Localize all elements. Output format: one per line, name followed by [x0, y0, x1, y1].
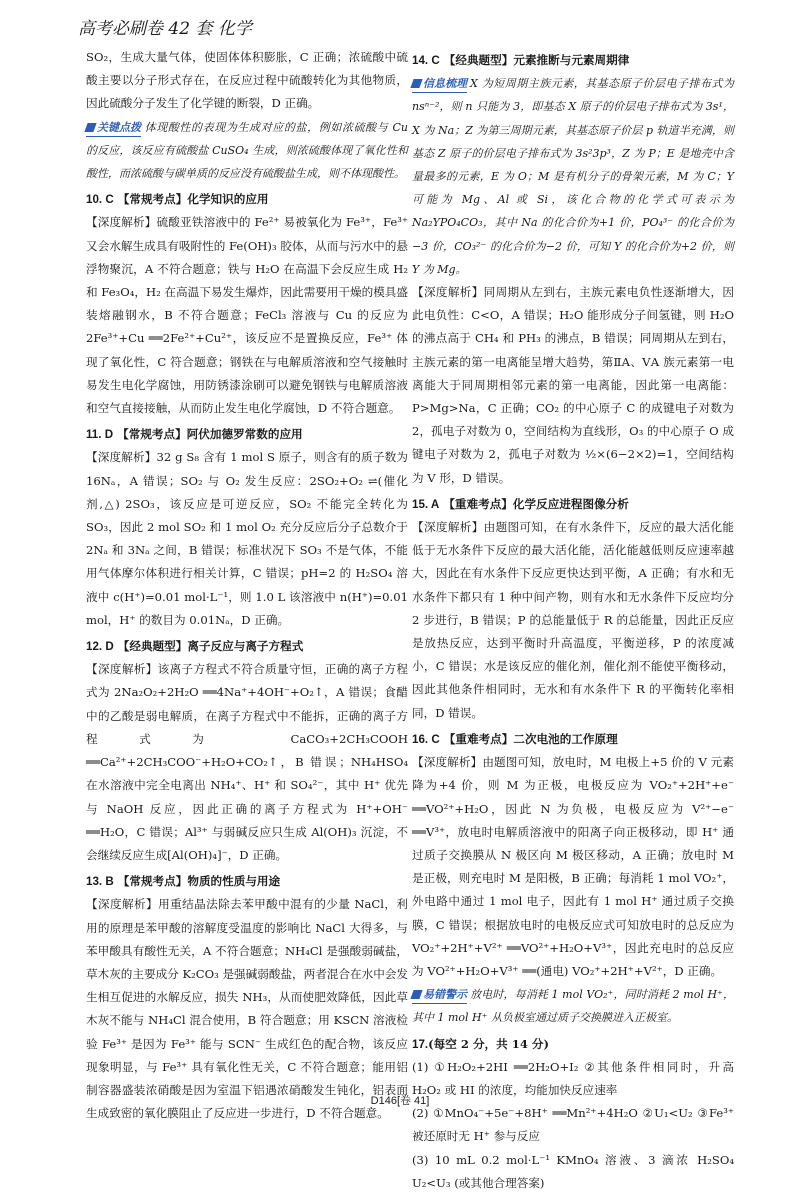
question-header: 10. C 【常规考点】化学知识的应用	[86, 192, 269, 207]
paragraph: SO₂，生成大量气体，使固体体积膨胀，C 正确；浓硫酸中硫酸主要以分子形式存在，在反应过程中硫酸转化为其他物质，因此硫酸分子发生了化学键的断裂，D 正确。	[86, 50, 408, 111]
question-header: 17.(每空 2 分，共 14 分)	[412, 1036, 550, 1051]
question-header: 12. D 【经典题型】离子反应与离子方程式	[86, 639, 304, 654]
pen-icon	[84, 123, 96, 132]
right-column	[412, 46, 734, 1195]
pen-icon	[410, 990, 422, 999]
answer-line: (3) 10 mL 0.2 mol·L⁻¹ KMnO₄ 溶液、3 滴浓 H₂SO₄ U₂<U₃ (或其他合理答案)	[412, 1152, 734, 1190]
paragraph: 【深度解析】同周期从左到右，主族元素电负性逐渐增大，因此电负性：C<O，A 错误；H₂O 能形成分子间氢键，则 H₂O 的沸点高于 CH₄ 和 PH₃ 的沸点，B 错误；同周期从左到右，主族元素的第一电离能呈增大趋势，第ⅡA、ⅤA 族元素第一电离能大于同周期相邻元素的第一电离能，因此第一电离能：P>Mg>Na，C 正确；CO₂ 的中心原子 C 的成键电子对数为 2，孤电子对数为 0，空间结构为直线形，O₃ 的中心原子 O 成键电子对数为 2，孤电子对数为 ½×(6−2×2)=1，空间结构为 V 形，D 错误。	[412, 285, 734, 485]
page-header	[60, 8, 740, 44]
question-header: 16. C 【重难考点】二次电池的工作原理	[412, 731, 618, 746]
paragraph: 【深度解析】32 g S₈ 含有 1 mol S 原子，则含有的质子数为 16Nₐ，A 错误；SO₂ 与 O₂ 发生反应：2SO₂+O₂ ⇌(催化剂,△) 2SO₃，该反应是可逆反应，SO₂ 不能完全转化为 SO₃，因此 2 mol SO₂ 和 1 mol O₂ 充分反应后分子总数介于 2Nₐ 和 3Nₐ 之间，B 错误；标准状况下 SO₃ 不是气体，不能用气体摩尔体积进行相关计算，C 错误；pH=2 的 H₂SO₄ 溶液中 c(H⁺)=0.01 mol·L⁻¹，则 1.0 L 该溶液中 n(H⁺)=0.01 mol，H⁺ 的数目为 0.01Nₐ，D 正确。	[86, 450, 408, 627]
paragraph: 【深度解析】用重结晶法除去苯甲酸中混有的少量 NaCl，利用的原理是苯甲酸的溶解度受温度的影响比 NaCl 大得多，与苯甲酸具有酸性无关，A 不符合题意；NH₄Cl 是强酸弱碱盐，草木灰的主要成分 K₂CO₃ 是强碱弱酸盐，两者混合在水中会发生相互促进的水解反应，损失 NH₃，从而使肥效降低，因此草木灰不能与 NH₄Cl 混合使用，B 符合题意；用 KSCN 溶液检验 Fe³⁺ 是因为 Fe³⁺ 能与 SCN⁻ 生成红色的配合物，该反应现象明显，与 Fe³⁺ 具有氧化性无关，C 不符合题意；能用铝制容器盛装浓硝酸是因为室温下铝遇浓硝酸发生钝化，铝表面生成致密的氧化膜阻止了反应进一步进行，D 不符合题意。	[86, 897, 408, 1121]
warning-tag: 易错警示	[412, 988, 467, 1004]
pen-icon	[410, 79, 422, 88]
question-header: 11. D 【常规考点】阿伏加德罗常数的应用	[86, 427, 303, 442]
left-column	[86, 46, 408, 1125]
question-header: 14. C 【经典题型】元素推断与元素周期律	[412, 53, 630, 67]
question-header: 15. A 【重难考点】化学反应进程图像分析	[412, 496, 629, 511]
question-header: 13. B 【常规考点】物质的性质与用途	[86, 874, 281, 889]
page-number: D146[卷 41]	[370, 1095, 430, 1107]
warning-note: 易错警示 放电时，每消耗 1 mol VO₂⁺，同时消耗 2 mol H⁺，其中 1 mol H⁺ 从负极室通过质子交换膜进入正极室。	[412, 988, 734, 1025]
paragraph: 【深度解析】该离子方程式不符合质量守恒，正确的离子方程式为 2Na₂O₂+2H₂O ══4Na⁺+4OH⁻+O₂↑，A 错误；食醋中的乙酸是弱电解质，在离子方程式中不能拆，正确的离子方程式为 CaCO₃+2CH₃COOH ══Ca²⁺+2CH₃COO⁻+H₂O+CO₂↑，B 错误；NH₄HSO₄ 在水溶液中完全电离出 NH₄⁺、H⁺ 和 SO₄²⁻，其中 H⁺ 优先与 NaOH 反应，因此正确的离子方程式为 H⁺+OH⁻ ══H₂O，C 错误；Al³⁺ 与弱碱反应只生成 Al(OH)₃ 沉淀，不会继续反应生成[Al(OH)₄]⁻，D 正确。	[86, 662, 408, 862]
info-note: 信息梳理 X 为短周期主族元素，其基态原子价层电子排布式为 nsⁿ⁻²，则 n 只能为 3，即基态 X 原子的价层电子排布式为 3s¹，X 为 Na；Z 为第三周期元素，其基态原子价层 p 轨道半充满，则基态 Z 原子的价层电子排布式为 3s²3p³，Z 为 P；E 是地壳中含量最多的元素，E 为 O；M 是有机分子的骨架元素，M 为 C；Y 可能为 Mg、Al 或 Si，该化合物的化学式可表示为 Na₂YPO₄CO₃，其中 Na 的化合价为+1 价，PO₄³⁻ 的化合价为−3 价，CO₃²⁻ 的化合价为−2 价，可知 Y 的化合价为+2 价，则 Y 为 Mg。	[412, 77, 734, 276]
book-title: 高考必刷卷 42 套 化学	[78, 19, 252, 39]
info-tag: 信息梳理	[412, 77, 467, 93]
key-point-note: 关键点拨 体现酸性的表现为生成对应的盐，例如浓硫酸与 Cu 的反应，该反应有硫酸盐 CuSO₄ 生成，则浓硫酸体现了氧化性和酸性，而浓硫酸与碳单质的反应没有硫酸盐生成，则不体现酸性。	[86, 120, 408, 181]
key-point-tag: 关键点拨	[86, 121, 141, 137]
paragraph: 【深度解析】由题图可知，在有水条件下，反应的最大活化能低于无水条件下反应的最大活化能，活化能越低则反应速率越大，因此在有水条件下反应更快达到平衡，A 正确；有水和无水条件下都只有 1 种中间产物，则有水和无水条件下反应均分 2 步进行，B 错误；P 的总能量低于 R 的总能量，因此正反应是放热反应，达到平衡时升高温度，平衡逆移，P 的浓度减小，C 错误；水是该反应的催化剂，催化剂不能使平衡移动，因此其他条件相同时，无水和有水条件下 R 的平衡转化率相同，D 错误。	[412, 520, 734, 720]
answer-line: (1) ①H₂O₂+2HI ══2H₂O+I₂ ②其他条件相同时，升高 H₂O₂ 或 HI 的浓度，均能加快反应速率	[412, 1059, 734, 1097]
paragraph: 【深度解析】硫酸亚铁溶液中的 Fe²⁺ 易被氧化为 Fe³⁺，Fe³⁺ 又会水解生成具有吸附性的 Fe(OH)₃ 胶体，从而与污水中的悬浮物聚沉，A 不符合题意；铁与 H₂O 在高温下会反应生成 H₂ 和 Fe₃O₄，H₂ 在高温下易发生爆炸，因此需要用干燥的模具盛装熔融钢水，B 不符合题意；FeCl₃ 溶液与 Cu 的反应为 2Fe³⁺+Cu ══2Fe²⁺+Cu²⁺，该反应不是置换反应，Fe³⁺ 体现了氧化性，C 符合题意；钢铁在与电解质溶液和空气接触时易发生电化学腐蚀，用防锈漆涂刷可以避免钢铁与电解质溶液和空气直接接触，从而防止发生电化学腐蚀，D 不符合题意。	[86, 215, 408, 416]
answer-line: (2) ①MnO₄⁻+5e⁻+8H⁺ ══Mn²⁺+4H₂O ②U₁<U₂ ③Fe³⁺ 被还原时无 H⁺ 参与反应	[412, 1106, 734, 1144]
paragraph: 【深度解析】由题图可知，放电时，M 电极上+5 价的 V 元素降为+4 价，则 M 为正极，电极反应为 VO₂⁺+2H⁺+e⁻ ══VO²⁺+H₂O，因此 N 为负极，电极反应为 V²⁺−e⁻ ══V³⁺，放电时电解质溶液中的阳离子向正极移动，即 H⁺ 通过质子交换膜从 N 极区向 M 极区移动，A 正确；放电时 M 是正极，则充电时 M 是阳极，B 正确；每消耗 1 mol VO₂⁺，外电路中通过 1 mol 电子，因此有 1 mol H⁺ 通过质子交换膜，C 错误；根据放电时的电极反应式可知放电时的总反应为 VO₂⁺+2H⁺+V²⁺ ══VO²⁺+H₂O+V³⁺，因此充电时的总反应为 VO²⁺+H₂O+V³⁺ ══(通电) VO₂⁺+2H⁺+V²⁺，D 正确。	[412, 755, 734, 978]
